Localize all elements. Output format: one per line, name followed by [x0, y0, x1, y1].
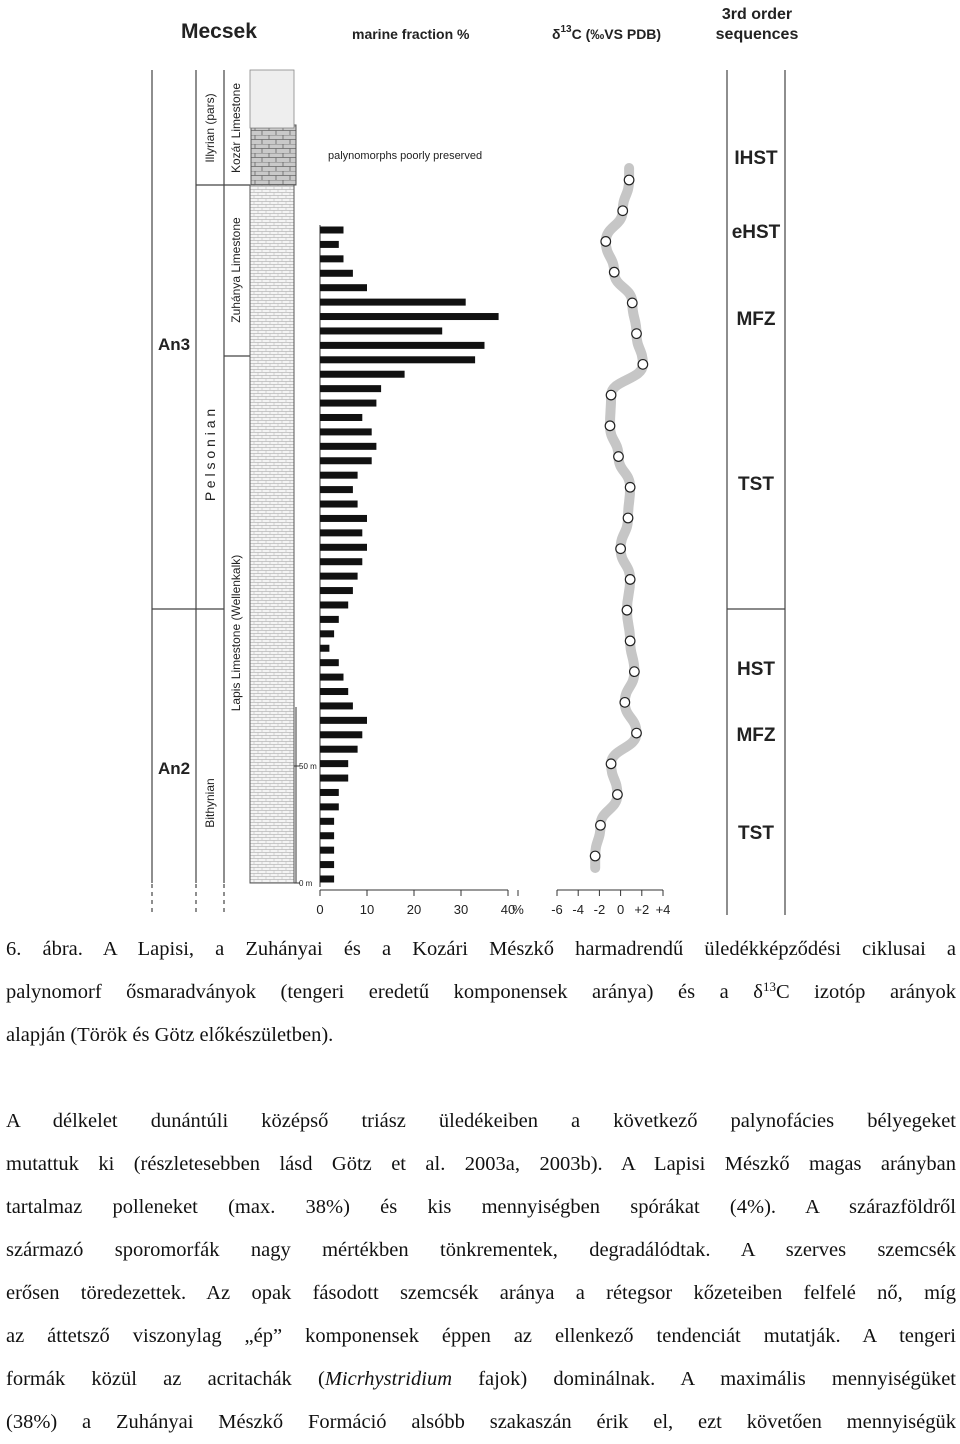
stage-pelsonian: P e l s o n i a n — [202, 408, 218, 502]
d13c-point — [632, 728, 642, 738]
substage-an3: An3 — [157, 335, 191, 354]
seq-mfz-lower: MFZ — [736, 725, 776, 746]
marine-bar — [320, 313, 499, 320]
marine-bar — [320, 270, 353, 277]
marine-bar — [320, 789, 339, 796]
d13c-tick-label: +2 — [634, 902, 650, 917]
d13c-point — [618, 206, 628, 216]
marine-tick-label: 20 — [406, 902, 422, 917]
marine-bar — [320, 861, 334, 868]
sequences-heading-line2: sequences — [715, 26, 799, 43]
body-line-2: mutattuk ki (részletesebben lásd Götz et al. 2003a, 2003b). A Lapisi Mészkő magas arányban — [6, 1153, 956, 1175]
seq-tst-lower: TST — [738, 823, 774, 844]
stage-bithynian: Bithynian — [203, 778, 217, 828]
marine-bar — [320, 457, 372, 464]
d13c-point — [627, 298, 637, 308]
marine-tick-label: 30 — [453, 902, 469, 917]
marine-bar — [320, 731, 362, 738]
body-line-1: A délkelet dunántúli középső triász üledékeiben a következő palynofácies bélyegeket — [6, 1110, 956, 1132]
marine-bar — [320, 688, 348, 695]
marine-bar — [320, 760, 348, 767]
marine-bar — [320, 371, 405, 378]
marine-bar — [320, 544, 367, 551]
d13c-axis — [551, 890, 670, 917]
marine-bar — [320, 775, 348, 782]
stage-illyrian: Illyrian (pars) — [203, 93, 217, 163]
scale-label-50m: 50 m — [299, 762, 317, 771]
marine-bar — [320, 501, 358, 508]
marine-bar — [320, 428, 372, 435]
marine-bar — [320, 702, 353, 709]
marine-bar — [320, 486, 353, 493]
marine-bar — [320, 385, 381, 392]
substage-an2: An2 — [157, 759, 191, 778]
kozar-limestone-unit — [251, 125, 296, 185]
d13c-point — [630, 667, 640, 677]
d13c-point — [609, 267, 619, 277]
formation-zuhanya: Zuhánya Limestone — [229, 217, 243, 323]
document-text — [6, 928, 956, 1444]
caption-line-2: palynomorf ősmaradványok (tengeri eredetű komponensek aránya) és a $\delta^{13}C$ izotóp arányok — [6, 979, 956, 1003]
marine-bar — [320, 832, 334, 839]
d13c-point — [606, 759, 616, 769]
marine-bar — [320, 616, 339, 623]
d13c-point — [624, 175, 634, 185]
preservation-note: palynomorphs poorly preserved — [328, 150, 483, 162]
marine-bar — [320, 630, 334, 637]
d13c-point — [614, 452, 624, 462]
d13c-point — [638, 360, 648, 370]
lithology-column — [250, 185, 294, 883]
marine-bar — [320, 227, 344, 234]
d13c-point — [616, 544, 626, 554]
marine-fraction-heading: marine fraction % — [352, 26, 470, 42]
marine-bar — [320, 573, 358, 580]
d13c-point — [606, 390, 616, 400]
marine-bar — [320, 443, 376, 450]
caption-line-3: alapján (Török és Götz előkészületben). — [6, 1024, 334, 1046]
marine-bar — [320, 587, 353, 594]
marine-bar — [320, 876, 334, 883]
d13c-tick-label: -2 — [593, 902, 606, 917]
d13c-point — [625, 575, 635, 585]
marine-bar — [320, 255, 344, 262]
d13c-point — [623, 513, 633, 523]
d13c-point — [622, 605, 632, 615]
marine-tick-label: % — [512, 902, 524, 917]
isotope-heading: $\delta^{13}C$ (‰VS PDB) — [552, 24, 662, 42]
marine-bar — [320, 847, 334, 854]
body-line-3: tartalmaz polleneket (max. 38%) és kis mennyiségben spórákat (4%). A szárazföldről — [6, 1196, 956, 1218]
marine-bar — [320, 342, 485, 349]
d13c-point — [596, 820, 606, 830]
d13c-point — [625, 482, 635, 492]
seq-tst-upper: TST — [738, 474, 774, 495]
marine-bar — [320, 746, 358, 753]
d13c-tick-label: 0 — [616, 902, 625, 917]
marine-bar — [320, 645, 329, 652]
d13c-tick-label: -6 — [551, 902, 563, 917]
marine-bar — [320, 659, 339, 666]
seq-ehst: eHST — [731, 222, 781, 243]
formation-lapis: Lapis Limestone (Wellenkalk) — [229, 554, 243, 712]
lithology-top-grey — [250, 70, 294, 128]
formation-kozar: Kozár Limestone — [229, 82, 243, 174]
marine-bar — [320, 414, 362, 421]
marine-bar — [320, 717, 367, 724]
marine-fraction-axis — [316, 890, 524, 917]
column-frame — [152, 70, 785, 915]
d13c-point — [601, 237, 611, 247]
body-line-5: erősen töredezettek. Az opak fásodott szemcsék aránya a rétegsor kőzeteiben felfelé nő, míg — [6, 1282, 956, 1304]
d13c-tick-label: -4 — [572, 902, 584, 917]
body-line-6: az áttetsző viszonylag „ép” komponensek éppen az ellenkező tendenciát mutatják. A tengeri — [6, 1325, 956, 1347]
locality-heading: Mecsek — [181, 20, 257, 43]
marine-tick-label: 40 — [500, 902, 516, 917]
marine-bar — [320, 558, 362, 565]
marine-bar — [320, 327, 442, 334]
d13c-tick-label: +4 — [655, 902, 671, 917]
caption-line-1: 6. ábra. A Lapisi, a Zuhányai és a Kozári Mészkő harmadrendű üledékképződési ciklusai a — [6, 938, 957, 960]
marine-bar — [320, 472, 358, 479]
d13c-point — [605, 421, 615, 431]
seq-hst: HST — [737, 659, 775, 680]
marine-bar — [320, 299, 466, 306]
marine-bar — [320, 674, 344, 681]
d13c-point — [632, 329, 642, 339]
body-line-7: formák közül az acritachák (Micrhystridium fajok) dominálnak. A maximális mennyiségüket — [6, 1368, 956, 1390]
marine-bar — [320, 400, 376, 407]
seq-mfz-upper: MFZ — [736, 309, 776, 330]
marine-bar — [320, 515, 367, 522]
marine-fraction-bars — [320, 227, 499, 883]
d13c-point — [590, 851, 600, 861]
scale-label-0m: 0 m — [299, 879, 313, 888]
seq-ihst: IHST — [734, 148, 778, 169]
marine-bar — [320, 356, 475, 363]
marine-bar — [320, 601, 348, 608]
marine-bar — [320, 818, 334, 825]
marine-bar — [320, 241, 339, 248]
d13c-point — [625, 636, 635, 646]
marine-tick-label: 0 — [316, 902, 324, 917]
body-line-8: (38%) a Zuhányai Mészkő Formáció alsóbb szakaszán érik el, ezt követően mennyiségük — [6, 1411, 956, 1433]
d13c-point — [613, 790, 623, 800]
marine-tick-label: 10 — [359, 902, 375, 917]
sequences-heading-line1: 3rd order — [721, 6, 793, 23]
marine-bar — [320, 284, 367, 291]
column-frame-dashed — [152, 884, 224, 915]
d13c-point — [620, 698, 630, 708]
depth-scale — [294, 707, 300, 883]
marine-bar — [320, 803, 339, 810]
body-line-4: származó sporomorfák nagy mértékben tönkrementek, degradálódtak. A szerves szemcsék — [6, 1239, 956, 1261]
marine-bar — [320, 529, 362, 536]
